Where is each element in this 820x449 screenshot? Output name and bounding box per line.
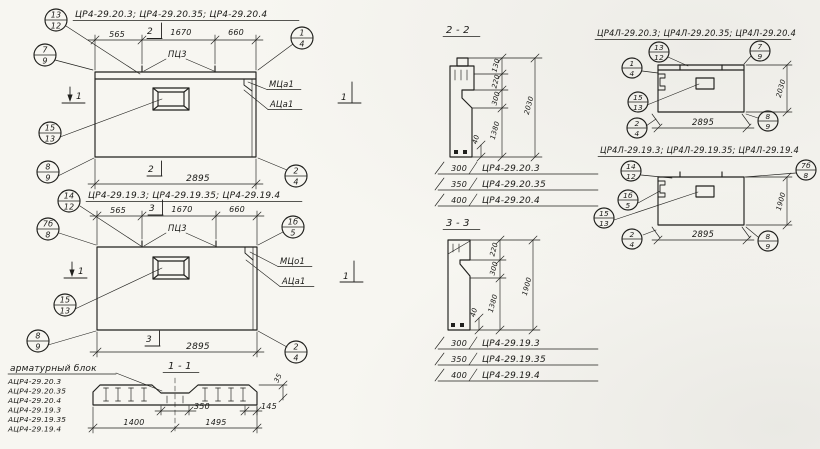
callout-1-4	[291, 27, 313, 49]
svg-text:АЦа1: АЦа1	[282, 276, 306, 286]
svg-text:7б: 7б	[42, 219, 54, 229]
svg-text:1б: 1б	[287, 217, 299, 227]
svg-text:565: 565	[109, 30, 125, 39]
section-1-1	[88, 361, 287, 434]
callout-15-13	[628, 92, 648, 112]
dim-350	[155, 402, 210, 415]
svg-text:12: 12	[654, 53, 664, 62]
right-dimension	[746, 173, 792, 229]
section-2-2	[435, 25, 598, 206]
rebar-block-label: арматурный блок	[10, 364, 97, 374]
svg-text:350: 350	[194, 402, 210, 411]
rebar-marks	[104, 388, 246, 403]
svg-text:2: 2	[629, 230, 635, 239]
svg-text:14: 14	[63, 191, 75, 201]
svg-text:МЦа1: МЦа1	[269, 79, 294, 89]
svg-text:4: 4	[299, 39, 305, 49]
dim-chain	[462, 236, 540, 334]
svg-text:2: 2	[634, 119, 640, 128]
svg-text:7: 7	[42, 45, 48, 55]
svg-text:8: 8	[35, 331, 41, 341]
svg-text:1: 1	[76, 92, 82, 102]
section-title: 2 - 2	[446, 25, 470, 36]
svg-text:2: 2	[147, 27, 153, 37]
right-dimension	[746, 61, 792, 116]
svg-text:400: 400	[451, 196, 467, 205]
callout-1b-5	[282, 216, 304, 238]
svg-text:1900: 1900	[520, 276, 534, 297]
callout-15-13	[54, 294, 76, 316]
svg-text:АЦа1: АЦа1	[270, 99, 294, 109]
svg-text:4: 4	[293, 177, 299, 187]
section-mark-1-right	[338, 82, 361, 103]
svg-text:ЦР4-29.20.35: ЦР4-29.20.35	[482, 180, 546, 190]
callout-7b-8	[37, 218, 59, 240]
callout-13-12	[45, 9, 67, 31]
pc3-label	[144, 223, 215, 246]
callout-7-9	[34, 44, 56, 66]
svg-text:1: 1	[341, 93, 347, 103]
svg-text:1: 1	[343, 272, 349, 282]
svg-text:1900: 1900	[774, 191, 788, 212]
svg-text:1: 1	[629, 59, 635, 68]
bottom-dimension	[652, 227, 754, 244]
svg-text:2895: 2895	[691, 229, 715, 239]
list-item: АЦР4-29.19.3	[8, 405, 62, 415]
profile	[448, 240, 470, 330]
corner-notch	[245, 247, 253, 260]
svg-text:5: 5	[290, 228, 296, 238]
window-opening	[153, 88, 189, 110]
svg-text:14: 14	[626, 162, 636, 171]
section-mark-2-bottom	[147, 161, 162, 176]
svg-text:ЦР4-29.19.4: ЦР4-29.19.4	[482, 371, 540, 381]
dim-35	[259, 372, 287, 402]
svg-text:4: 4	[293, 353, 299, 363]
svg-text:1: 1	[78, 267, 84, 277]
svg-text:ЦР4-29.20.3: ЦР4-29.20.3	[482, 164, 540, 174]
section-3-3	[435, 218, 598, 381]
svg-text:1400: 1400	[123, 418, 145, 427]
section-title: 3 - 3	[446, 218, 470, 229]
svg-text:1670: 1670	[171, 205, 193, 214]
svg-text:ПЦ3: ПЦ3	[168, 49, 187, 59]
callout-8-9	[758, 111, 778, 131]
svg-text:ЦР4-29.20.4: ЦР4-29.20.4	[482, 196, 540, 206]
svg-text:13: 13	[654, 43, 664, 52]
callout-1b-5	[618, 190, 638, 210]
svg-text:2030: 2030	[774, 78, 788, 99]
svg-text:660: 660	[229, 205, 245, 214]
svg-text:5: 5	[625, 201, 631, 210]
svg-text:35: 35	[272, 372, 284, 385]
svg-text:9: 9	[765, 242, 771, 251]
svg-text:3: 3	[146, 335, 152, 345]
view-title: ЦР4-29.20.3; ЦР4-29.20.35; ЦР4-29.20.4	[75, 10, 268, 20]
callout-2-4	[622, 229, 642, 249]
svg-text:ЦР4-29.19.3: ЦР4-29.19.3	[482, 339, 540, 349]
callout-8-9	[27, 330, 49, 352]
svg-text:3: 3	[149, 204, 155, 214]
svg-text:1380: 1380	[486, 293, 500, 314]
svg-text:13: 13	[633, 103, 643, 112]
svg-text:13: 13	[50, 10, 62, 20]
section-title: 1 - 1	[168, 361, 192, 372]
section-mark-3-bottom	[145, 331, 160, 346]
window-opening	[696, 78, 714, 89]
svg-text:9: 9	[45, 173, 51, 183]
svg-text:9: 9	[757, 52, 763, 61]
callout-15-13	[594, 208, 614, 228]
list-item: АЦР4-29.20.35	[8, 386, 67, 396]
callout-8-9	[758, 231, 778, 251]
svg-text:565: 565	[110, 206, 126, 215]
svg-text:2: 2	[293, 342, 299, 352]
svg-text:40: 40	[470, 133, 482, 146]
svg-text:2: 2	[148, 165, 154, 175]
svg-text:2895: 2895	[186, 174, 210, 184]
callout-14-12	[621, 161, 641, 181]
view-title: ЦР4Л-29.19.3; ЦР4Л-29.19.35; ЦР4Л-29.19.4	[600, 145, 799, 155]
svg-text:40: 40	[468, 306, 480, 319]
svg-text:8: 8	[45, 162, 51, 172]
svg-text:8: 8	[45, 230, 51, 240]
svg-text:1495: 1495	[205, 418, 227, 427]
view-title: ЦР4-29.19.3; ЦР4-29.19.35; ЦР4-29.19.4	[88, 191, 281, 201]
callout-7b-8	[796, 160, 816, 180]
svg-text:1380: 1380	[488, 120, 502, 141]
svg-text:9: 9	[42, 56, 48, 66]
svg-text:300: 300	[451, 164, 467, 173]
corner-notch	[244, 79, 252, 91]
side-view-a	[595, 28, 796, 138]
svg-text:220: 220	[488, 241, 500, 258]
svg-text:7б: 7б	[801, 161, 811, 170]
svg-text:2: 2	[293, 166, 299, 176]
svg-text:220: 220	[490, 73, 502, 90]
svg-text:12: 12	[626, 172, 636, 181]
side-view-b	[594, 145, 816, 251]
svg-text:350: 350	[451, 180, 467, 189]
leader-lines	[614, 173, 796, 237]
callout-2-4	[285, 165, 307, 187]
svg-text:7: 7	[757, 42, 763, 51]
svg-text:15: 15	[599, 209, 609, 218]
svg-text:12: 12	[50, 21, 62, 31]
svg-text:13: 13	[59, 306, 71, 316]
section-mark-1-left	[64, 262, 87, 278]
callout-2-4	[627, 118, 647, 138]
list-item: АЦР4-29.20.4	[8, 396, 62, 405]
svg-text:300: 300	[490, 90, 502, 107]
panel-outline	[95, 66, 256, 157]
list-item: АЦР4-29.19.4	[8, 424, 62, 434]
svg-text:15: 15	[59, 295, 71, 305]
window-opening	[153, 257, 189, 279]
list-item: АЦР4-29.20.3	[8, 377, 62, 386]
svg-text:2895: 2895	[186, 342, 210, 352]
panel-outline	[658, 172, 744, 225]
bottom-dimension	[88, 159, 263, 189]
svg-text:4: 4	[629, 240, 635, 249]
edge-step	[658, 74, 665, 90]
marks-table	[435, 337, 598, 381]
svg-text:130: 130	[490, 57, 502, 74]
callout-7-9	[750, 41, 770, 61]
section-mark-1-left	[62, 87, 85, 103]
callout-2-4	[285, 341, 307, 363]
section-mark-2-top	[147, 23, 162, 39]
svg-text:2030: 2030	[522, 95, 536, 116]
leader-lines	[642, 56, 758, 126]
svg-text:8: 8	[803, 171, 809, 180]
bottom-dimension	[652, 114, 754, 132]
svg-text:12: 12	[63, 202, 75, 212]
svg-text:МЦо1: МЦо1	[280, 256, 305, 266]
callout-14-12	[58, 190, 80, 212]
aca1-label	[244, 90, 302, 110]
svg-text:1670: 1670	[170, 28, 192, 37]
bottom-dimension	[90, 332, 264, 357]
svg-text:1б: 1б	[623, 191, 633, 200]
marks-table	[435, 162, 598, 206]
list-item: АЦР4-29.19.35	[8, 415, 67, 424]
svg-text:13: 13	[599, 219, 609, 228]
front-view-a	[34, 9, 361, 189]
dim-chain	[468, 54, 542, 161]
svg-text:15: 15	[633, 93, 643, 102]
edge-step	[658, 181, 665, 197]
section-mark-1-right	[340, 261, 363, 282]
svg-text:9: 9	[35, 342, 41, 352]
window-opening	[696, 186, 714, 197]
svg-text:660: 660	[228, 28, 244, 37]
mco1-label	[250, 252, 312, 267]
svg-text:300: 300	[488, 260, 500, 277]
pc3-label	[144, 49, 214, 71]
svg-text:300: 300	[451, 339, 467, 348]
svg-text:8: 8	[765, 232, 771, 241]
dim-145	[240, 402, 277, 415]
front-view-b	[27, 190, 363, 363]
svg-text:4: 4	[634, 129, 640, 138]
svg-text:15: 15	[44, 123, 56, 133]
callout-13-12	[649, 42, 669, 62]
svg-text:ЦР4-29.19.35: ЦР4-29.19.35	[482, 355, 546, 365]
callout-8-9	[37, 161, 59, 183]
callout-15-13	[39, 122, 61, 144]
svg-text:13: 13	[44, 134, 56, 144]
section-mark-3-top	[148, 200, 163, 215]
svg-text:350: 350	[451, 355, 467, 364]
svg-text:9: 9	[765, 122, 771, 131]
view-title: ЦР4Л-29.20.3; ЦР4Л-29.20.35; ЦР4Л-29.20.4	[597, 28, 796, 38]
callout-1-4	[622, 58, 642, 78]
svg-text:ПЦ3: ПЦ3	[168, 223, 187, 233]
panel-outline	[97, 241, 257, 330]
svg-text:4: 4	[629, 69, 635, 78]
svg-text:2895: 2895	[691, 117, 715, 127]
svg-text:1: 1	[299, 28, 305, 38]
svg-text:400: 400	[451, 371, 467, 380]
svg-text:8: 8	[765, 112, 771, 121]
svg-text:145: 145	[261, 402, 277, 411]
